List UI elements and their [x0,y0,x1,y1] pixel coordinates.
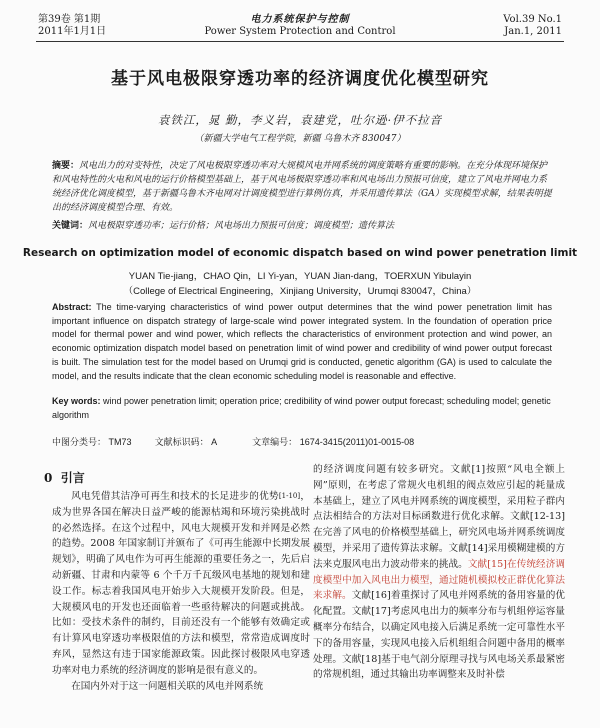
keywords-cn-label: 关键词： [52,221,89,231]
keywords-en-text: wind power penetration limit; operation price; credibility of wind power output forecast; scheduling model; genetic algorithm [52,396,551,420]
abstract-en [52,301,552,383]
right-p1-part-c: 文献[14]采用模糊建模的方法来克服风电出力波动带来的挑战。 [313,542,565,570]
left-paragraph-1 [52,489,310,679]
authors-en: YUAN Tie-jiang，CHAO Qin，LI Yi-yan，YUAN Jian-dang，TOERXUN Yibulayin [128,271,472,282]
article-number-label: 文章编号： [252,437,298,447]
left-paragraph-2: 在国内外对于这一问题相关联的风电并网系统 [71,680,264,692]
right-p1-part-d: 文献[15]在传统经济调度模型中加入风电出力模型，通过随机模拟校正群优化算法来求解。 [313,558,566,602]
right-p1-part-a: 的经济调度问题有较多研究。文献[1]按照“风电全额上网”原则，在考虑了常规火电机组的阀点效应引起的耗量成本基础上，建立了风电并网系统的调度模型，采用粒子群内点法相结合的方法对目标函数进行优化求解。 [313,464,565,523]
left-column [52,489,310,694]
volume-cn: 第39卷 第1期 [38,14,101,25]
left-p1-part-b: ，成为世界各国在解决日益严峻的能源枯竭和环境污染挑战时的必然选择。在这个过程中，风电大规模开发和并网是必然的趋势。2008 年国家制订并颁布了《可再生能源中长期发展规划》，明确了风电作为可再生能源的重要任务之一，先后启动新疆、甘肃和内蒙等 6 个千万千瓦级风电基地的规划和建设工作。标志着我国风电开始步入大规模开发阶段。但是，大规模风电的开发也还面临着一些亟待解决的问题或挑战。比如：受技术条件的制约，目前还没有一个能够有效确定或有计算风电穿透功率极限值的方法和模型，常常造成调度时弃风，显然这有违于国家能源政策。因此探讨极限风电穿透功率对电力系统的经济调度的影响是很有意义的。 [52,491,311,676]
affiliation-cn: （新疆大学电气工程学院，新疆 乌鲁木齐 830047） [194,134,406,144]
left-p1-part-a: 风电凭借其洁净可再生和技术的长足进步的优势 [71,491,279,502]
article-number-value: 1674-3415(2011)01-0015-08 [299,437,415,447]
clc-value: TM73 [108,437,132,447]
paper-title-en: Research on optimization model of economic dispatch based on wind power penetration limit [22,247,578,259]
paper-title-cn: 基于风电极限穿透功率的经济调度优化模型研究 [111,69,489,89]
section-heading [44,469,85,486]
keywords-cn-text: 风电极限穿透功率；运行价格；风电场出力预报可信度；调度模型；遗传算法 [88,221,395,231]
section-title: 引言 [60,471,85,485]
authors-cn: 袁铁江，晁 勤，李义岩，袁建党，吐尔逊·伊不拉音 [157,113,443,127]
right-paragraph-1 [313,462,565,683]
abstract-cn [52,159,552,215]
abstract-en-text: The time-varying characteristics of wind power output determines that the wind power penetration limit has important influence on dispatch strategy of large-scale wind power integrated system. In the foundation of operation price model for thermal power and wind power, which reflects the characteristics of environment protection and wind power, an economic optimization dispatch model based on penetration limit of wind power and credibility of wind power output forecast is built. The simulation test for the model based on Urumqi grid is conducted, genetic algorithm (GA) is used to calculate the model, and the results indicate that the clean economic scheduling model is reasonable and effective. [52,302,552,381]
right-p1-part-b: 文献[12-13]在完善了风电的价格模型基础上，研究风电场并网系统调度模型，并采用了遗传算法求解。 [313,511,565,554]
keywords-cn [52,220,552,233]
clc-label: 中图分类号： [52,437,107,447]
header-right [503,14,562,38]
keywords-en-label: Key words: [52,396,101,406]
journal-name-en: Power System Protection and Control [204,26,396,37]
doc-code-label: 文献标识码： [154,437,209,447]
journal-name-cn: 电力系统保护与控制 [250,14,350,25]
date-en: Jan.1, 2011 [504,26,562,37]
section-number: 0 [44,471,53,485]
citation-ref: [1-10] [278,492,301,500]
date-cn: 2011年1月1日 [38,26,107,37]
right-column [313,462,565,683]
affiliation-en: （College of Electrical Engineering，Xinjiang University，Urumqi 830047，China） [123,286,477,297]
abstract-cn-label: 摘要： [52,161,80,171]
classification-line [52,435,552,448]
right-p1-part-e: 文献[16]着重探讨了风电并网系统的备用容量的优化配置。文献[17]考虑风电出力的频率分布与机组停运容量概率分布结合，以确定风电接入后满足系统一定可靠性水平下的备用容量，实现风电接入后机组组合问题中备用的概率处理。文献[18]基于电气剖分原理寻找与风电场关系最紧密的常规机组，通过其输出功率调整来及时补偿 [313,590,565,681]
abstract-en-label: Abstract: [52,302,92,312]
doc-code-value: A [211,437,218,447]
volume-en: Vol.39 No.1 [503,14,562,25]
keywords-en [52,395,552,422]
abstract-cn-text: 风电出力的对变特性，决定了风电极限穿透功率对大规模风电并网系统的调度策略有重要的影响。在充分体现环境保护和风电特性的火电和风电的运行价格模型基础上，基于风电场极限穿透功率和风电场出力预报可信度，建立了风电并网电力系统经济优化调度模型，基于新疆乌鲁木齐电网对计调度模型进行算例仿真，并采用遗传算法（GA）实现模型求解，结果表明提出的经济调度模型合理、有效。 [52,161,552,213]
header-rule [36,41,564,42]
